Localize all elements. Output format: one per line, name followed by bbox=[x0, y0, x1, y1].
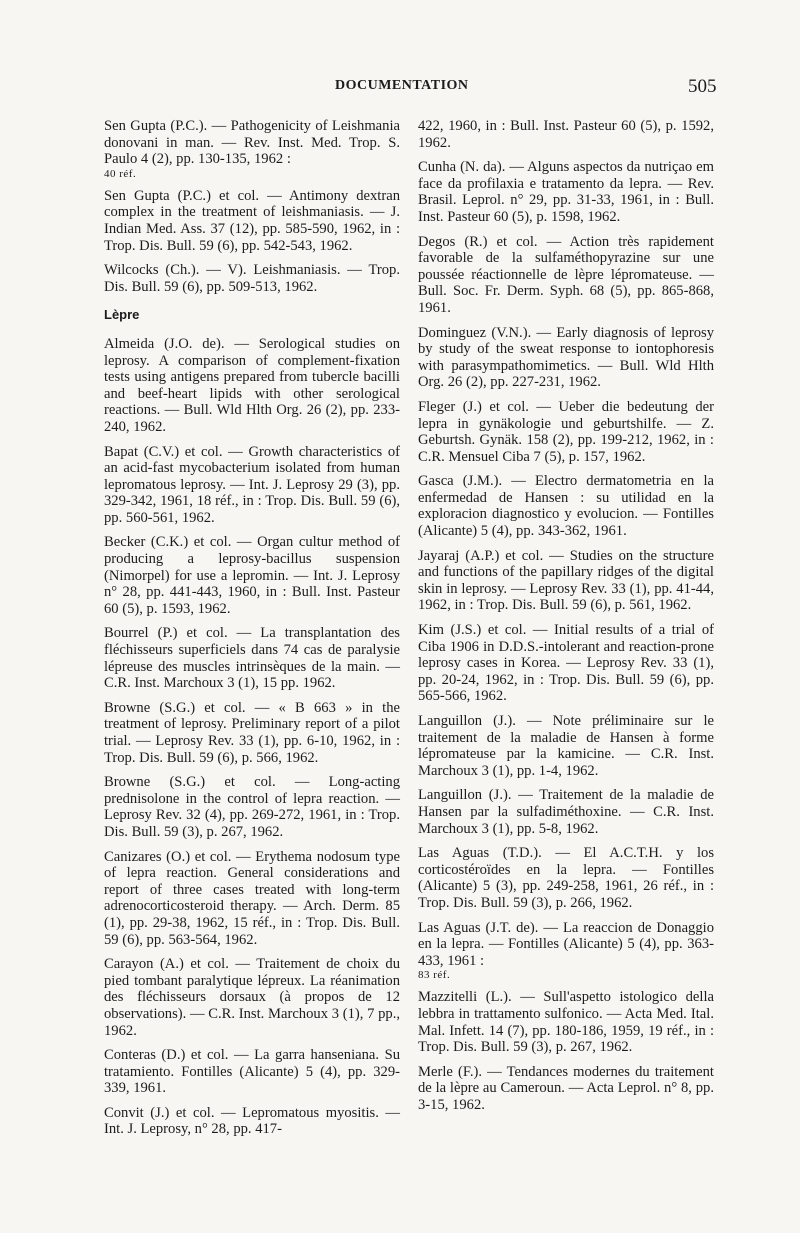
bibliography-entry: Browne (S.G.) et col. — Long-acting prednisolone in the control of lepra reaction. — Leprosy Rev. 32 (4), pp. 269-272, 1961, in : Trop. Dis. Bull. 59 (3), p. 267, 1962. bbox=[104, 774, 400, 840]
bibliography-entry: Jayaraj (A.P.) et col. — Studies on the structure and functions of the papillary ridges of the digital skin in leprosy. — Leprosy Rev. 33 (1), pp. 41-44, 1962, in : Trop. Dis. Bull. 59 (6), p. 561, 1962. bbox=[418, 547, 714, 614]
bibliography-entry: Las Aguas (T.D.). — El A.C.T.H. y los corticostéroïdes en la lepra. — Fontilles (Alicante) 5 (3), pp. 249-258, 1961, 26 réf., in : Trop. Dis. Bull. 59 (3), p. 266, 1962. bbox=[418, 845, 714, 911]
page-number: 505 bbox=[688, 76, 717, 97]
reference-count: 83 réf. bbox=[418, 969, 451, 982]
section-heading-lepre: Lèpre bbox=[104, 307, 140, 323]
bibliography-entry: 422, 1960, in : Bull. Inst. Pasteur 60 (5), p. 1592, 1962. bbox=[418, 118, 714, 151]
bibliography-entry: Bapat (C.V.) et col. — Growth characteristics of an acid-fast mycobacterium isolated from human lepromatous leprosy. — Int. J. Leprosy 29 (3), pp. 329-342, 1961, 18 réf., in : Trop. Dis. Bull. 59 (6), pp. 560-561, 1962. bbox=[104, 443, 400, 526]
bibliography-entry: Las Aguas (J.T. de). — La reaccion de Donaggio en la lepra. — Fontilles (Alicante) 5 (4), pp. 363-433, 1961 : 83 réf. bbox=[418, 919, 714, 982]
bibliography-entry: Kim (J.S.) et col. — Initial results of a trial of Ciba 1906 in D.D.S.-intolerant and reaction-prone leprosy cases in Korea. — Leprosy Rev. 33 (1), pp. 20-24, 1962, in : Trop. Dis. Bull. 59 (6), pp. 565-566, 1962. bbox=[418, 622, 714, 705]
bibliography-entry: Degos (R.) et col. — Action très rapidement favorable de la sulfaméthopyrazine sur une poussée réactionnelle de lèpre lépromateuse. — Bull. Soc. Fr. Derm. Syph. 68 (5), pp. 865-868, 1961. bbox=[418, 233, 714, 316]
bibliography-entry: Canizares (O.) et col. — Erythema nodosum type of lepra reaction. General considerations and report of three cases treated with long-term adrenocorticosteroid therapy. — Arch. Derm. 85 (1), pp. 29-38, 1962, 15 réf., in : Trop. Dis. Bull. 59 (6), pp. 563-564, 1962. bbox=[104, 848, 400, 948]
running-title: DOCUMENTATION bbox=[335, 78, 469, 93]
bibliography-entry: Languillon (J.). — Traitement de la maladie de Hansen par la sulfadiméthoxine. — C.R. Inst. Marchoux 3 (1), pp. 5-8, 1962. bbox=[418, 787, 714, 837]
left-column bbox=[104, 118, 400, 1146]
bibliography-entry: Convit (J.) et col. — Lepromatous myositis. — Int. J. Leprosy, n° 28, pp. 417- bbox=[104, 1104, 400, 1138]
page-header bbox=[0, 76, 800, 100]
bibliography-entry: Merle (F.). — Tendances modernes du traitement de la lèpre au Cameroun. — Acta Leprol. n° 8, pp. 3-15, 1962. bbox=[418, 1063, 714, 1113]
bibliography-entry: Fleger (J.) et col. — Ueber die bedeutung der lepra in gynäkologie und geburtshilfe. — Z. Geburtsh. Gynäk. 158 (2), pp. 199-212, 1962, in : C.R. Mensuel Ciba 7 (5), p. 157, 1962. bbox=[418, 398, 714, 465]
bibliography-entry: Wilcocks (Ch.). — V). Leishmaniasis. — Trop. Dis. Bull. 59 (6), pp. 509-513, 1962. bbox=[104, 262, 400, 295]
bibliography-entry: Almeida (J.O. de). — Serological studies on leprosy. A comparison of complement-fixation tests using antigens prepared from tubercle bacilli and beef-heart lipids with other serological reactions. — Bull. Wld Hlth Org. 26 (2), pp. 233-240, 1962. bbox=[104, 335, 400, 435]
bibliography-entry: Sen Gupta (P.C.). — Pathogenicity of Leishmania donovani in man. — Rev. Inst. Med. Trop. S. Paulo 4 (2), pp. 130-135, 1962 : 40 réf. bbox=[104, 118, 400, 180]
bibliography-entry: Mazzitelli (L.). — Sull'aspetto istologico della lebbra in trattamento sulfonico. — Acta Med. Ital. Mal. Infett. 14 (7), pp. 180-186, 1959, 19 réf., in : Trop. Dis. Bull. 59 (3), p. 267, 1962. bbox=[418, 989, 714, 1056]
bibliography-entry: Becker (C.K.) et col. — Organ cultur method of producing a leprosy-bacillus suspension (Nimorpel) for use a lepromin. — Int. J. Leprosy n° 28, pp. 441-443, 1960, in : Bull. Inst. Pasteur 60 (5), p. 1593, 1962. bbox=[104, 534, 400, 617]
bibliography-entry: Gasca (J.M.). — Electro dermatometria en la enfermedad de Hansen : su utilidad en la exploracion diagnostico y evolucion. — Fontilles (Alicante) 5 (4), pp. 343-362, 1961. bbox=[418, 473, 714, 540]
bibliography-entry: Browne (S.G.) et col. — « B 663 » in the treatment of leprosy. Preliminary report of a pilot trial. — Leprosy Rev. 33 (1), pp. 6-10, 1962, in : Trop. Dis. Bull. 59 (6), p. 566, 1962. bbox=[104, 699, 400, 766]
bibliography-entry: Cunha (N. da). — Alguns aspectos da nutriçao em face da profilaxia e tratamento da lepra. — Rev. Brasil. Leprol. n° 29, pp. 31-33, 1961, in : Bull. Inst. Pasteur 60 (5), p. 1598, 1962. bbox=[418, 159, 714, 225]
bibliography-entry: Sen Gupta (P.C.) et col. — Antimony dextran complex in the treatment of leishmaniasis. — J. Indian Med. Ass. 37 (12), pp. 585-590, 1962, in : Trop. Dis. Bull. 59 (6), pp. 542-543, 1962. bbox=[104, 187, 400, 254]
reference-count: 40 réf. bbox=[104, 167, 137, 180]
bibliography-entry: Bourrel (P.) et col. — La transplantation des fléchisseurs superficiels dans 74 cas de paralysie lépreuse des muscles intrinsèques de la main. — C.R. Inst. Marchoux 3 (1), 15 pp. 1962. bbox=[104, 625, 400, 692]
bibliography-entry: Conteras (D.) et col. — La garra hanseniana. Su tratamiento. Fontilles (Alicante) 5 (4), pp. 329-339, 1961. bbox=[104, 1047, 400, 1097]
right-column bbox=[418, 118, 714, 1121]
bibliography-entry: Dominguez (V.N.). — Early diagnosis of leprosy by study of the sweat response to iontophoresis with parasympathomimetics. — Bull. Wld Hlth Org. 26 (2), pp. 227-231, 1962. bbox=[418, 324, 714, 391]
bibliography-entry: Languillon (J.). — Note préliminaire sur le traitement de la maladie de Hansen à forme lépromateuse par la kamicine. — C.R. Inst. Marchoux 3 (1), pp. 1-4, 1962. bbox=[418, 713, 714, 779]
bibliography-entry: Carayon (A.) et col. — Traitement de choix du pied tombant paralytique lépreux. La réanimation des fléchisseurs dorsaux (à propos de 12 observations). — C.R. Inst. Marchoux 3 (1), 7 pp., 1962. bbox=[104, 956, 400, 1039]
